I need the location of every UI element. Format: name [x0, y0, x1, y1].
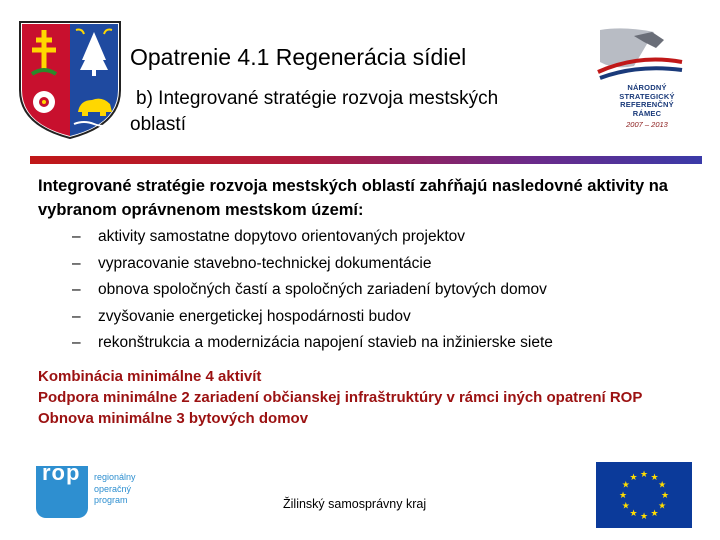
activity-list — [72, 224, 553, 357]
nsrr-text-line: STRATEGICKÝ — [619, 91, 675, 101]
bullet-dash: – — [72, 307, 81, 325]
eu-star-icon: ★ — [629, 508, 638, 519]
page-title: Opatrenie 4.1 Regenerácia sídiel — [130, 44, 467, 70]
nsrr-mountain-icon — [594, 26, 684, 86]
list-item — [72, 224, 553, 251]
nsrr-years: 2007 – 2013 — [626, 120, 668, 129]
eu-star-icon: ★ — [639, 511, 649, 521]
eu-star-icon: ★ — [621, 479, 630, 490]
requirement-line: Kombinácia minimálne 4 aktivít — [38, 368, 262, 385]
eu-star-icon: ★ — [658, 479, 667, 490]
rop-text-line: operačný — [94, 483, 132, 494]
eu-star-icon: ★ — [639, 469, 649, 479]
list-item-text: zvyšovanie energetickej hospodárnosti budov — [98, 307, 411, 325]
requirement-line: Obnova minimálne 3 bytových domov — [38, 410, 309, 427]
bullet-dash: – — [72, 254, 81, 272]
rop-badge — [36, 460, 88, 518]
nsrr-logo — [594, 26, 684, 134]
eu-flag-logo — [596, 462, 692, 528]
list-item-text: obnova spoločných častí a spoločných zariadení bytových domov — [98, 281, 547, 298]
eu-star-icon: ★ — [618, 490, 628, 500]
eu-star-icon: ★ — [629, 471, 638, 482]
eu-star-icon: ★ — [658, 500, 667, 511]
eu-star-icon: ★ — [650, 508, 659, 519]
eu-star-icon: ★ — [660, 490, 670, 500]
intro-paragraph: Integrované stratégie rozvoja mestských oblastí zahŕňajú nasledovné aktivity na vybranom oprávnenom mestskom území: — [38, 177, 668, 219]
bullet-dash: – — [72, 334, 81, 351]
footer-text: Žilinský samosprávny kraj — [283, 497, 427, 511]
list-item — [72, 277, 553, 304]
eu-star-icon: ★ — [650, 471, 659, 482]
list-item — [72, 251, 553, 278]
nsrr-text-line: NÁRODNÝ — [627, 83, 667, 92]
page-subtitle — [130, 86, 600, 138]
nsrr-text-line: REFERENČNÝ — [620, 100, 674, 109]
list-item-text: aktivity samostatne dopytovo orientovaných projektov — [98, 228, 466, 245]
eu-stars-icon — [596, 462, 692, 528]
requirements-block — [38, 366, 678, 429]
subtitle-line: b) Integrované stratégie rozvoja mestských — [136, 88, 499, 109]
rop-word: rop — [42, 460, 81, 485]
rop-text-line: regionálny — [94, 472, 136, 482]
list-item-text: vypracovanie stavebno-technickej dokumentácie — [98, 254, 432, 272]
eu-star-icon: ★ — [621, 500, 630, 511]
rop-logo — [36, 460, 186, 522]
title-divider — [30, 156, 702, 164]
rop-text-line: program — [94, 495, 128, 505]
coat-of-arms-logo — [18, 20, 122, 145]
requirement-line: Podpora minimálne 2 zariadení občianskej infraštruktúry v rámci iných opatrení ROP — [38, 389, 643, 406]
list-item — [72, 330, 553, 357]
subtitle-line: oblastí — [130, 114, 186, 135]
bullet-dash: – — [72, 228, 81, 245]
nsrr-text-line: RÁMEC — [632, 108, 662, 118]
list-item — [72, 304, 553, 331]
list-item-text: rekonštrukcia a modernizácia napojení stavieb na inžinierske siete — [98, 334, 553, 351]
bullet-dash: – — [72, 281, 81, 298]
